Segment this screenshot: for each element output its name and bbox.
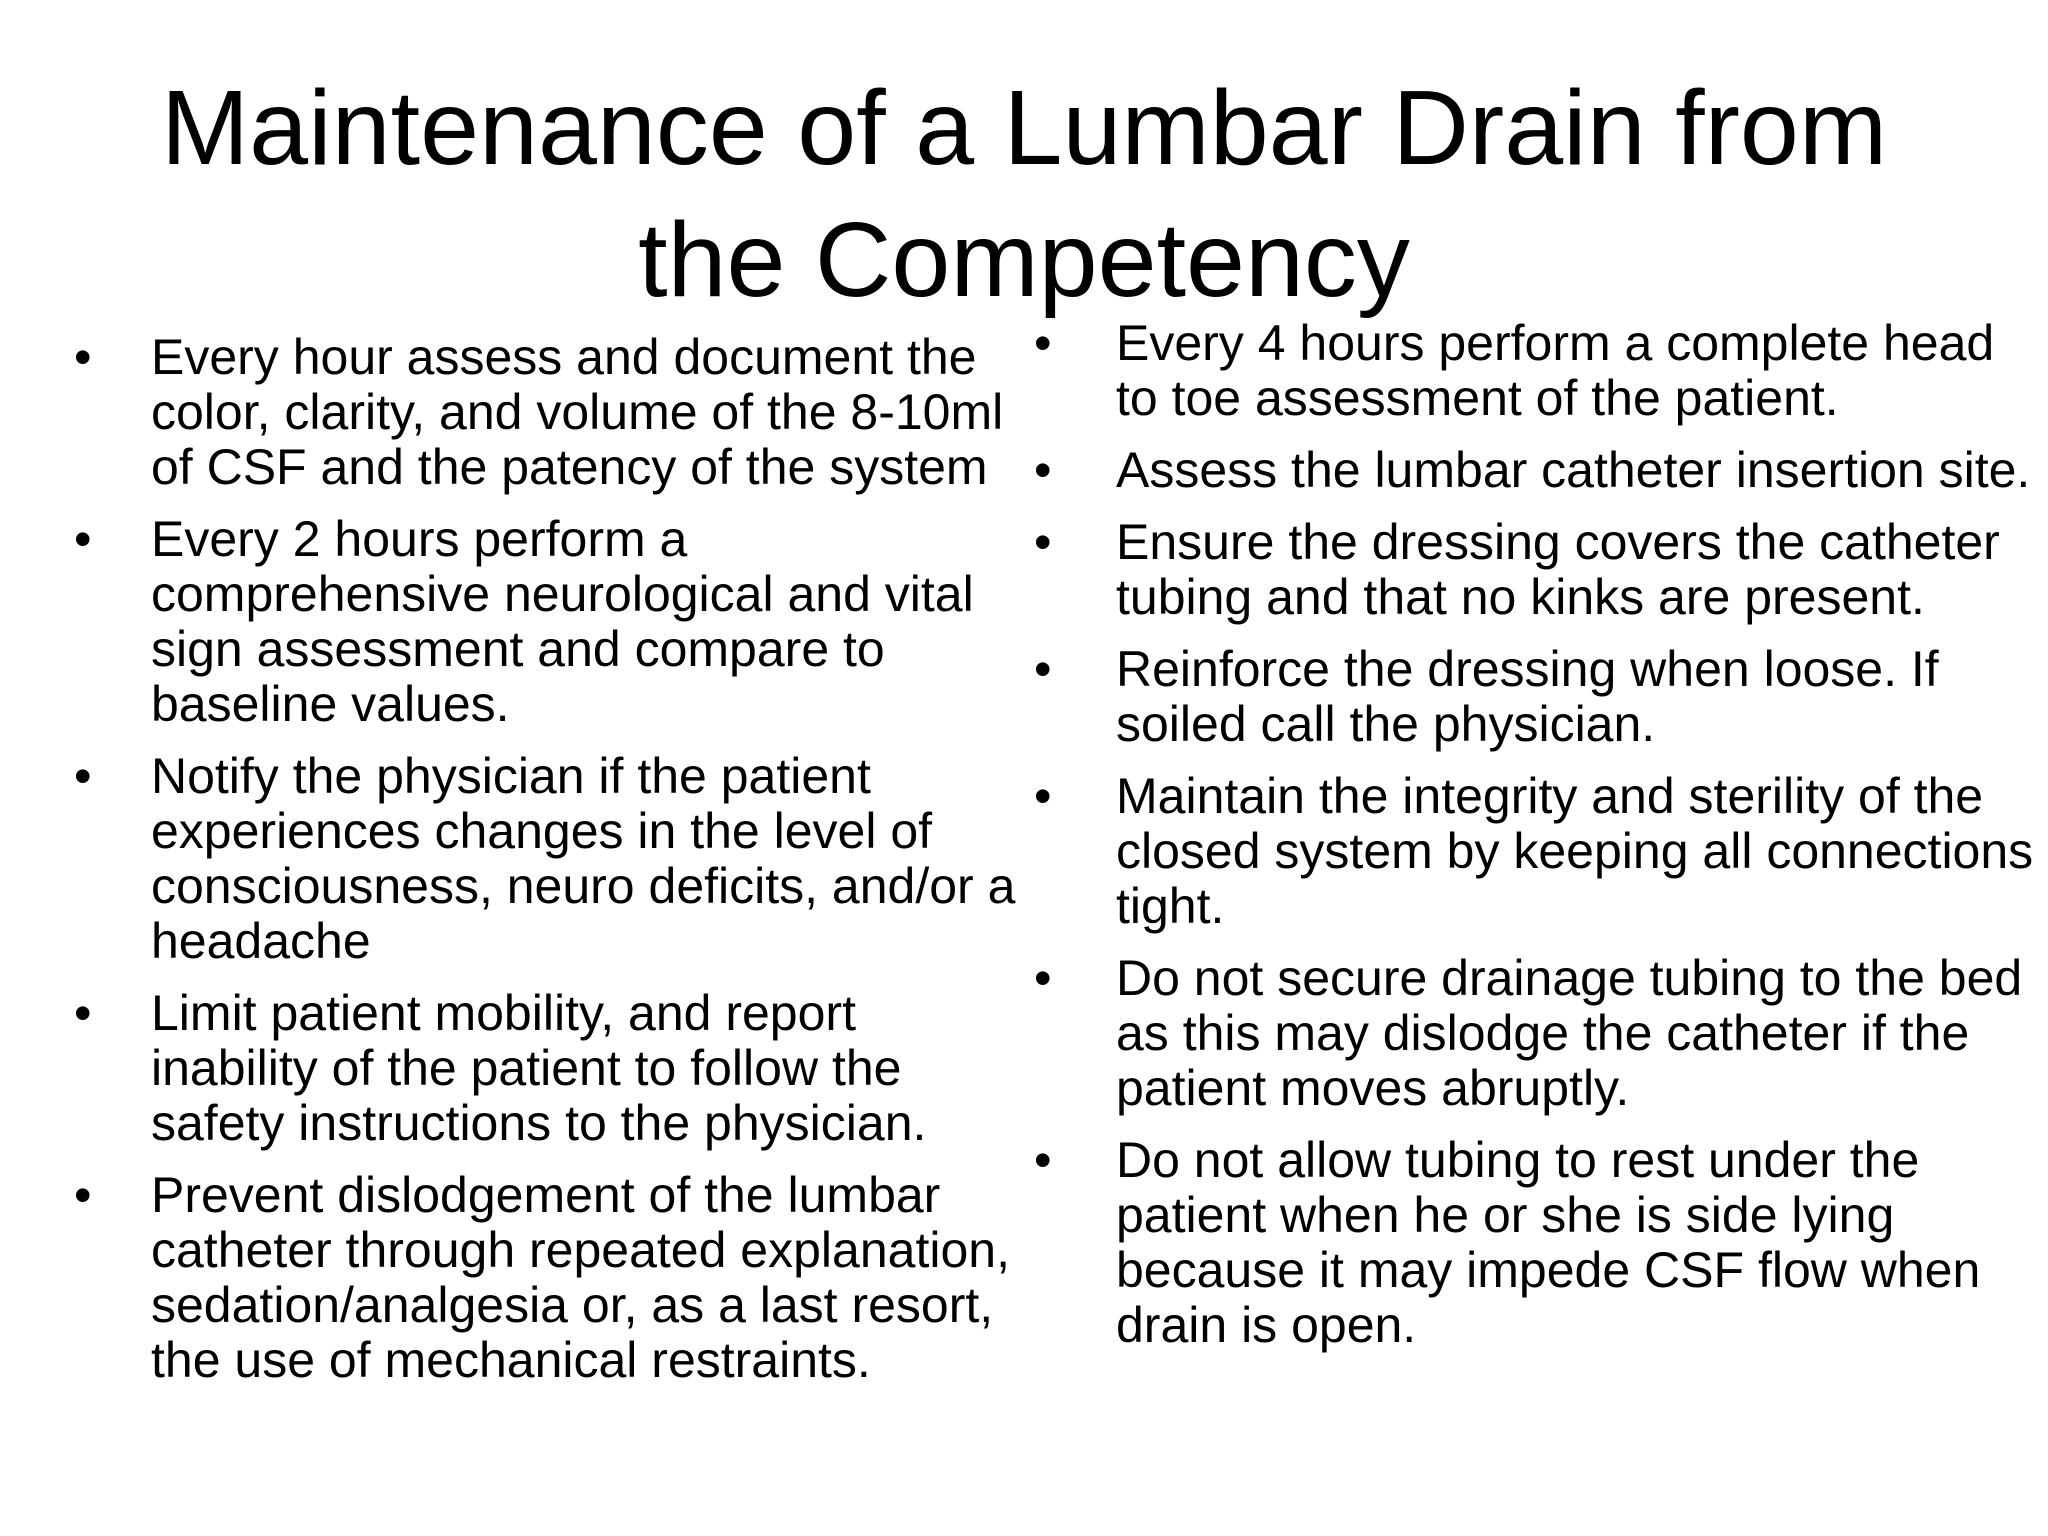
left-bullet-list: [74, 330, 1034, 1405]
list-item-text: Maintain the integrity and sterility of the closed system by keeping all connections tight.: [1116, 768, 2034, 934]
list-item-text: Reinforce the dressing when loose. If soiled call the physician.: [1116, 641, 1939, 752]
bullet-icon: •: [74, 1167, 92, 1223]
bullet-icon: •: [74, 985, 92, 1041]
bullet-icon: •: [1034, 950, 1052, 1006]
list-item: [74, 749, 1034, 969]
list-item: [1034, 642, 2034, 752]
bullet-icon: •: [74, 329, 92, 385]
slide-title-line-1: Maintenance of a Lumbar Drain from: [160, 69, 1888, 187]
list-item: [1034, 316, 2034, 426]
list-item: [1034, 1133, 2034, 1353]
list-item: [1034, 769, 2034, 934]
bullet-icon: •: [74, 511, 92, 567]
list-item: [1034, 951, 2034, 1116]
list-item: [74, 986, 1034, 1151]
list-item-text: Every 2 hours perform a comprehensive neurological and vital sign assessment and compare to baseline values.: [151, 511, 974, 732]
list-item-text: Do not allow tubing to rest under the patient when he or she is side lying because it may impede CSF flow when drain is open.: [1116, 1132, 1981, 1353]
right-bullet-list: [1034, 316, 2034, 1370]
bullet-icon: •: [1034, 514, 1052, 570]
list-item: [1034, 443, 2034, 498]
bullet-icon: •: [1034, 641, 1052, 697]
list-item-text: Prevent dislodgement of the lumbar catheter through repeated explanation, sedation/analgesia or, as a last resort, the use of mechanical restraints.: [151, 1167, 1010, 1388]
list-item-text: Limit patient mobility, and report inability of the patient to follow the safety instructions to the physician.: [151, 985, 927, 1151]
bullet-icon: •: [1034, 315, 1052, 371]
list-item-text: Notify the physician if the patient experiences changes in the level of consciousness, neuro deficits, and/or a headache: [151, 748, 1016, 969]
bullet-icon: •: [1034, 1132, 1052, 1188]
list-item-text: Every hour assess and document the color, clarity, and volume of the 8-10ml of CSF and the patency of the system: [151, 329, 1004, 495]
list-item-text: Every 4 hours perform a complete head to toe assessment of the patient.: [1116, 315, 1995, 426]
bullet-icon: •: [1034, 768, 1052, 824]
slide-title: [60, 62, 1988, 326]
list-item: [74, 512, 1034, 732]
list-item-text: Do not secure drainage tubing to the bed as this may dislodge the catheter if the patient moves abruptly.: [1116, 950, 2023, 1116]
list-item-text: Ensure the dressing covers the catheter tubing and that no kinks are present.: [1116, 514, 2000, 625]
bullet-icon: •: [1034, 442, 1052, 498]
list-item-text: Assess the lumbar catheter insertion site.: [1116, 442, 2031, 498]
list-item: [74, 1168, 1034, 1388]
list-item: [74, 330, 1034, 495]
list-item: [1034, 515, 2034, 625]
slide-title-line-2: the Competency: [638, 201, 1410, 319]
bullet-icon: •: [74, 748, 92, 804]
